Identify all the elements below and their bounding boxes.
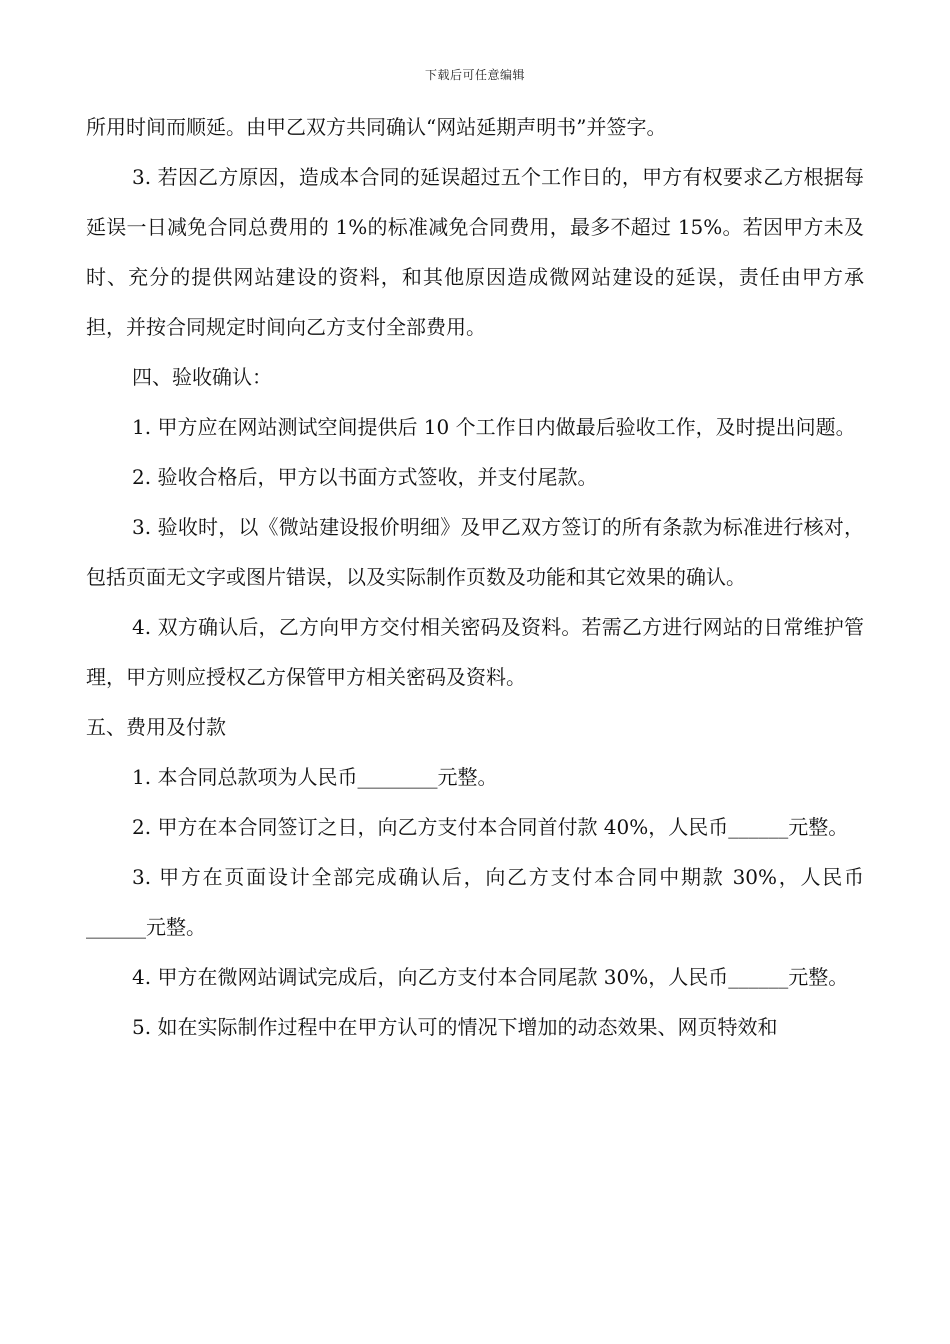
paragraph-acceptance-3: 3. 验收时，以《微站建设报价明细》及甲乙双方签订的所有条款为标准进行核对，包括页面无文字或图片错误，以及实际制作页数及功能和其它效果的确认。: [86, 515, 864, 589]
paragraph-delay-clause-3: 3. 若因乙方原因，造成本合同的延误超过五个工作日的，甲方有权要求乙方根据每延误一日减免合同总费用的 1%的标准减免合同费用，最多不超过 15%。若因甲方未及时、充分的提供网站建设的资料，和其他原因造成微网站建设的延误，责任由甲方承担，并按合同规定时间向乙方支付全部费用。: [86, 165, 864, 339]
paragraph-payment-2: 2. 甲方在本合同签订之日，向乙方支付本合同首付款 40%，人民币______元整。: [132, 815, 849, 839]
paragraph-continuation: 所用时间而顺延。由甲乙双方共同确认“网站延期声明书”并签字。: [86, 115, 667, 139]
section-heading-payment: 五、费用及付款: [86, 715, 226, 739]
paragraph-payment-5: 5. 如在实际制作过程中在甲方认可的情况下增加的动态效果、网页特效和: [132, 1015, 778, 1039]
paragraph-acceptance-4: 4. 双方确认后，乙方向甲方交付相关密码及资料。若需乙方进行网站的日常维护管理，甲方则应授权乙方保管甲方相关密码及资料。: [86, 615, 864, 689]
paragraph-payment-4: 4. 甲方在微网站调试完成后，向乙方支付本合同尾款 30%，人民币______元整。: [132, 965, 849, 989]
paragraph-acceptance-1: 1. 甲方应在网站测试空间提供后 10 个工作日内做最后验收工作，及时提出问题。: [132, 415, 856, 439]
document-body: [86, 102, 864, 1052]
section-heading-acceptance: 四、验收确认：: [132, 365, 272, 389]
paragraph-acceptance-2: 2. 验收合格后，甲方以书面方式签收，并支付尾款。: [132, 465, 598, 489]
paragraph-payment-3: 3. 甲方在页面设计全部完成确认后，向乙方支付本合同中期款 30%，人民币______元整。: [86, 865, 864, 939]
page-header: 下载后可任意编辑: [424, 68, 525, 82]
paragraph-payment-1: 1. 本合同总款项为人民币________元整。: [132, 765, 498, 789]
